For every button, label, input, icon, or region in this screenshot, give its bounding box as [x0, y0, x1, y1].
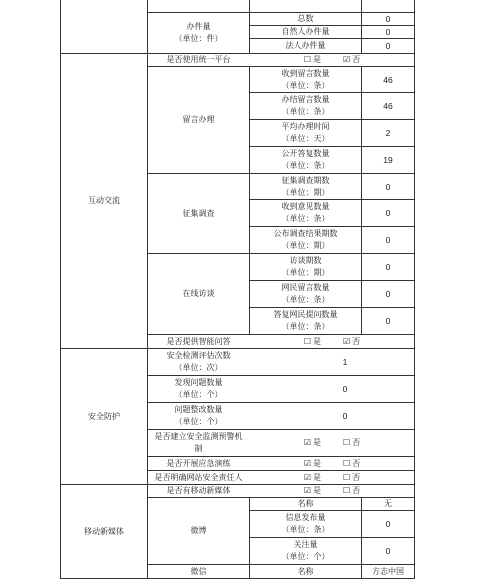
opinions-received-label	[250, 200, 361, 226]
row-label: 信息发布量	[285, 513, 326, 522]
option-no-label: 否	[352, 486, 361, 495]
row-unit: （单位：条）	[281, 161, 330, 170]
weibo-posts-label	[250, 511, 361, 537]
warning-mechanism-label	[148, 430, 249, 456]
warning-mechanism-options	[250, 430, 414, 456]
unified-platform-no[interactable]	[343, 54, 360, 66]
emergency-drill-no[interactable]	[343, 458, 360, 470]
row-unit: （单位：个）	[174, 390, 223, 399]
weibo-name-value: 无	[384, 499, 392, 508]
row-label: 访谈期数	[289, 256, 322, 265]
unified-platform-options	[250, 54, 414, 66]
public-replies-value: 19	[383, 155, 393, 165]
interview-periods-label	[250, 254, 361, 280]
issues-found-value: 0	[342, 384, 348, 394]
uses-mobile-no[interactable]	[343, 485, 360, 497]
unchecked-box-icon: ☐	[303, 55, 311, 64]
interaction-section-label: 互动交流	[88, 196, 120, 205]
unchecked-box-icon: ☐	[343, 486, 351, 495]
legal-person-value: 0	[385, 41, 391, 51]
smart-qa-yes[interactable]	[304, 336, 321, 348]
wechat-name-value: 方志中国	[372, 566, 404, 576]
received-messages-value: 46	[383, 74, 393, 85]
weibo-name-label: 名称	[297, 499, 314, 508]
label-line-2: 制	[194, 444, 203, 453]
option-yes-label: 是	[313, 55, 321, 64]
option-yes-label: 是	[313, 438, 321, 447]
warning-mechanism-yes[interactable]	[304, 437, 321, 449]
v-line	[414, 0, 415, 579]
row-label: 平均办理时间	[281, 122, 330, 131]
wechat-name-label: 名称	[297, 566, 314, 576]
smart-qa-no[interactable]	[343, 336, 360, 348]
option-no-label: 否	[352, 336, 361, 346]
netizen-messages-value: 0	[385, 289, 391, 299]
row-unit: （单位：条）	[281, 322, 330, 331]
checked-box-icon: ☑	[303, 472, 311, 482]
security-checks-value: 1	[342, 357, 348, 367]
row-label: 问题整改数量	[174, 405, 223, 414]
row-unit: （单位：期）	[281, 268, 330, 277]
unchecked-box-icon: ☐	[343, 472, 351, 482]
row-unit: （单位：条）	[281, 107, 330, 116]
responsible-person-yes[interactable]	[304, 472, 321, 484]
survey-periods-label	[250, 174, 361, 199]
responsible-person-options	[250, 471, 414, 484]
emergency-drill-label: 是否开展应急演练	[166, 458, 231, 468]
completed-messages-value: 46	[383, 101, 393, 111]
unchecked-box-icon: ☐	[343, 438, 351, 447]
unchecked-box-icon: ☐	[303, 336, 311, 346]
row-unit: （单位：天）	[281, 134, 330, 143]
smart-qa-options	[250, 335, 414, 348]
total-label: 总数	[297, 13, 314, 23]
natural-person-label: 自然人办件量	[281, 27, 330, 36]
weibo-followers-label	[250, 538, 361, 564]
legal-person-label: 法人办件量	[285, 41, 326, 50]
row-unit: （单位：条）	[281, 80, 330, 90]
survey-results-label	[250, 227, 361, 253]
mobile-media-section-label: 移动新媒体	[84, 526, 124, 536]
smart-qa-label: 是否提供智能问答	[166, 336, 231, 346]
row-label: 发现问题数量	[174, 378, 223, 387]
checked-box-icon: ☑	[303, 458, 311, 468]
weibo-label: 微博	[190, 526, 207, 535]
issues-fixed-label	[148, 403, 249, 429]
option-yes-label: 是	[313, 458, 321, 468]
label-line-1: 是否建立安全监测预警机	[154, 432, 243, 441]
weibo-posts-value: 0	[385, 519, 391, 529]
row-label: 收到意见数量	[281, 202, 330, 211]
netizen-replies-value: 0	[385, 316, 391, 326]
work-volume-unit: （单位：件）	[174, 34, 223, 43]
weibo-followers-value: 0	[385, 546, 391, 556]
checked-box-icon: ☑	[303, 486, 311, 495]
survey-group-label: 征集调查	[182, 208, 215, 218]
row-label: 答复网民提问数量	[273, 310, 338, 319]
option-no-label: 否	[352, 438, 361, 447]
uses-mobile-yes[interactable]	[304, 485, 321, 497]
uses-mobile-options	[250, 485, 414, 497]
row-label: 公开答复数量	[281, 149, 330, 158]
option-no-label: 否	[352, 55, 361, 64]
row-unit: （单位：条）	[281, 525, 330, 534]
emergency-drill-yes[interactable]	[304, 458, 321, 470]
natural-person-value: 0	[385, 27, 391, 37]
row-unit: （单位：次）	[174, 363, 223, 372]
row-unit: （单位：条）	[281, 214, 330, 223]
uses-mobile-label: 是否有移动新媒体	[166, 486, 231, 495]
option-no-label: 否	[352, 458, 361, 468]
unchecked-box-icon: ☐	[343, 458, 351, 468]
responsible-person-label: 是否明确网站安全责任人	[154, 472, 243, 482]
netizen-messages-label	[250, 281, 361, 307]
row-unit: （单位：条）	[281, 295, 330, 304]
row-label: 征集调查期数	[281, 175, 330, 185]
checked-box-icon: ☑	[303, 438, 311, 447]
row-label: 关注量	[293, 540, 318, 549]
issues-fixed-value: 0	[342, 411, 348, 421]
row-unit: （单位：个）	[174, 417, 223, 426]
row-label: 安全检测评估次数	[166, 351, 231, 360]
survey-periods-value: 0	[385, 181, 391, 192]
issues-found-label	[148, 376, 249, 402]
completed-messages-label	[250, 93, 361, 119]
work-volume-label	[148, 13, 249, 53]
row-label: 网民留言数量	[281, 283, 330, 292]
work-volume-title: 办件量	[186, 22, 211, 31]
checked-box-icon: ☑	[343, 336, 351, 346]
option-no-label: 否	[352, 472, 361, 482]
h-line	[60, 578, 415, 579]
public-replies-label	[250, 147, 361, 173]
row-unit: （单位：期）	[281, 187, 330, 197]
wechat-label: 微信	[190, 566, 207, 576]
option-yes-label: 是	[313, 336, 321, 346]
row-unit: （单位：个）	[281, 552, 330, 561]
option-yes-label: 是	[313, 472, 321, 482]
unified-platform-yes[interactable]	[304, 54, 321, 66]
total-value: 0	[385, 13, 391, 24]
interview-group-label: 在线访谈	[182, 289, 215, 298]
responsible-person-no[interactable]	[343, 472, 360, 484]
received-messages-label	[250, 67, 361, 92]
row-label: 收到留言数量	[281, 68, 330, 78]
emergency-drill-options	[250, 457, 414, 470]
survey-results-value: 0	[385, 235, 391, 245]
row-label: 办结留言数量	[281, 95, 330, 104]
opinions-received-value: 0	[385, 208, 391, 218]
security-section-label: 安全防护	[88, 411, 120, 421]
unified-platform-label: 是否使用统一平台	[166, 55, 231, 64]
checked-box-icon: ☑	[343, 55, 351, 64]
avg-handling-time-value: 2	[385, 128, 391, 138]
row-label: 公布调查结果期数	[273, 229, 338, 238]
avg-handling-time-label	[250, 120, 361, 146]
messages-group-label: 留言办理	[182, 115, 215, 124]
warning-mechanism-no[interactable]	[343, 437, 360, 449]
interview-periods-value: 0	[385, 262, 391, 272]
option-yes-label: 是	[313, 486, 321, 495]
netizen-replies-label	[250, 308, 361, 334]
security-checks-label	[148, 349, 249, 375]
row-unit: （单位：期）	[281, 241, 330, 250]
